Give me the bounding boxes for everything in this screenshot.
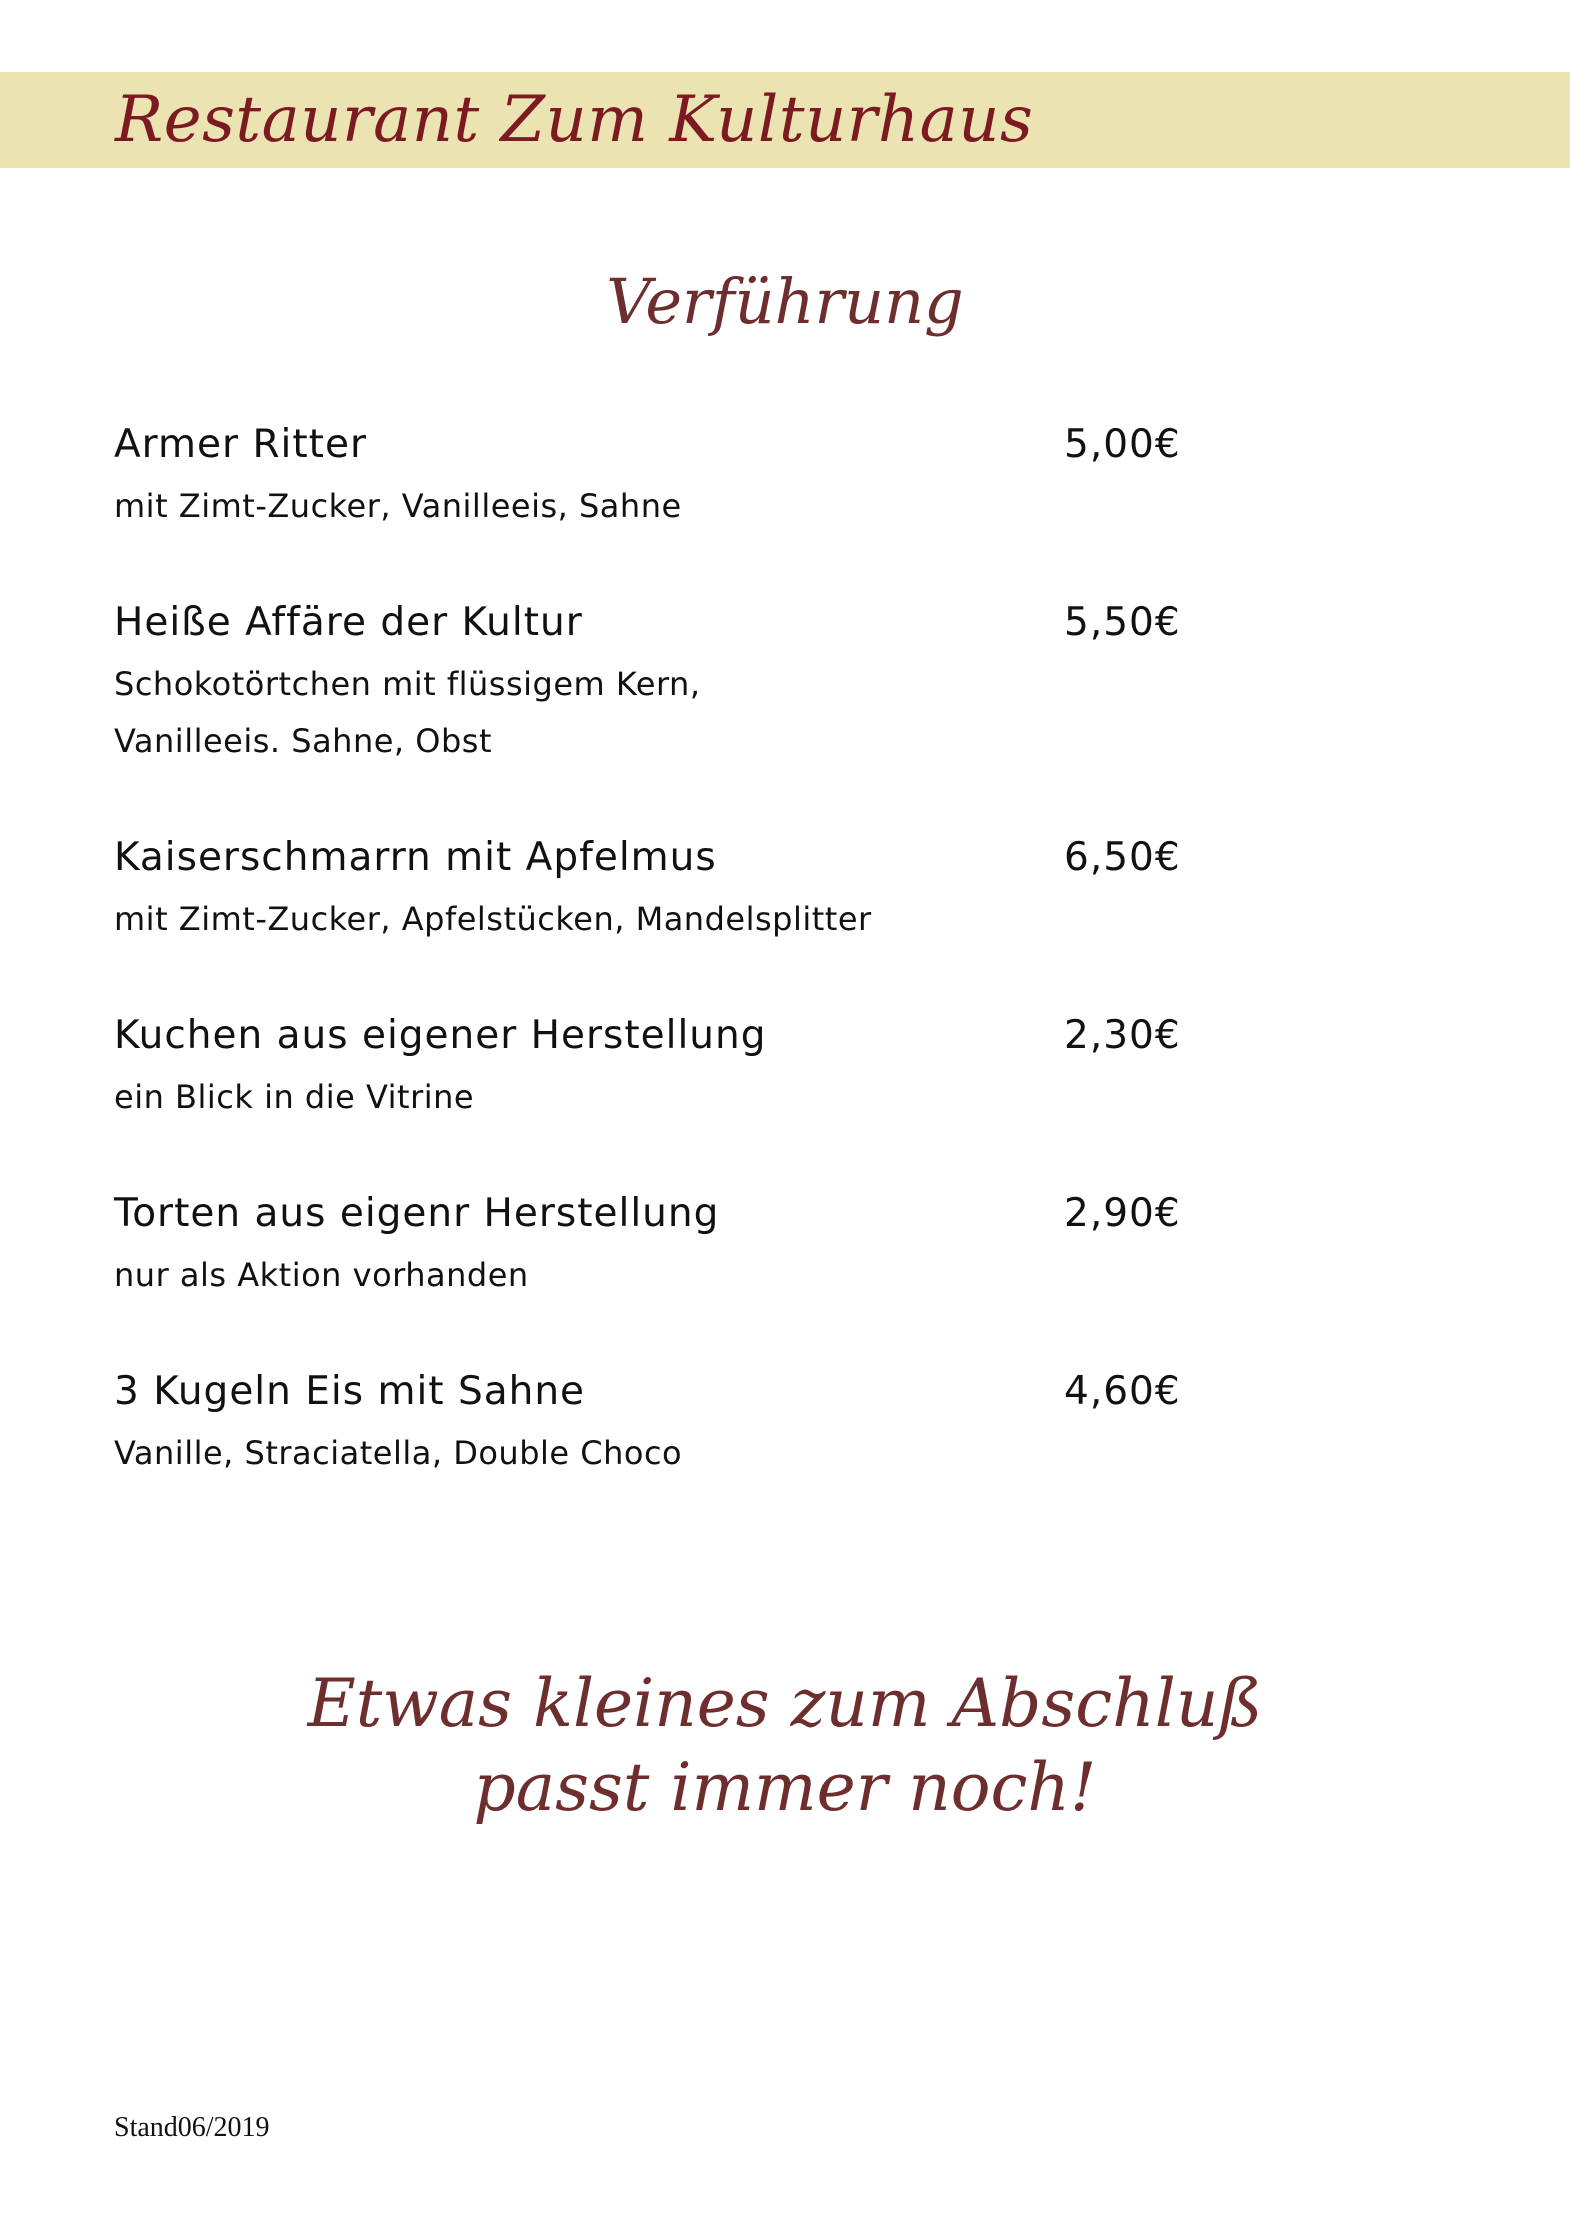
menu-item-description: nur als Aktion vorhanden <box>114 1256 529 1294</box>
footer-stand-date: Stand06/2019 <box>114 2112 270 2143</box>
menu-item-price: 4,60€ <box>1064 1369 1181 1414</box>
menu-item-price: 2,90€ <box>1064 1191 1181 1236</box>
menu-item-name: Kuchen aus eigener Herstellung <box>114 1013 767 1058</box>
section-title: Verführung <box>606 265 964 338</box>
menu-item-price: 6,50€ <box>1064 835 1181 880</box>
menu-item-name: 3 Kugeln Eis mit Sahne <box>114 1369 586 1414</box>
menu-item-description: mit Zimt-Zucker, Apfelstücken, Mandelsplitter <box>114 900 872 938</box>
menu-item-name: Kaiserschmarrn mit Apfelmus <box>114 835 717 880</box>
restaurant-title: Restaurant Zum Kulturhaus <box>115 83 1034 157</box>
menu-item-name: Armer Ritter <box>114 422 367 467</box>
menu-item-price: 5,00€ <box>1064 422 1181 467</box>
menu-item-price: 5,50€ <box>1064 600 1181 645</box>
menu-item-name: Torten aus eigenr Herstellung <box>114 1191 720 1236</box>
closing-slogan: Etwas kleines zum Abschluß passt immer noch! <box>307 1665 1263 1826</box>
menu-list <box>114 0 1194 1500</box>
menu-item-description: Schokotörtchen mit flüssigem Kern, Vanilleeis. Sahne, Obst <box>114 665 701 760</box>
menu-item-name: Heiße Affäre der Kultur <box>114 600 583 645</box>
menu-item-price: 2,30€ <box>1064 1013 1181 1058</box>
menu-item-description: Vanille, Straciatella, Double Choco <box>114 1434 683 1472</box>
menu-item-description: ein Blick in die Vitrine <box>114 1078 475 1116</box>
menu-item-description: mit Zimt-Zucker, Vanilleeis, Sahne <box>114 487 682 525</box>
